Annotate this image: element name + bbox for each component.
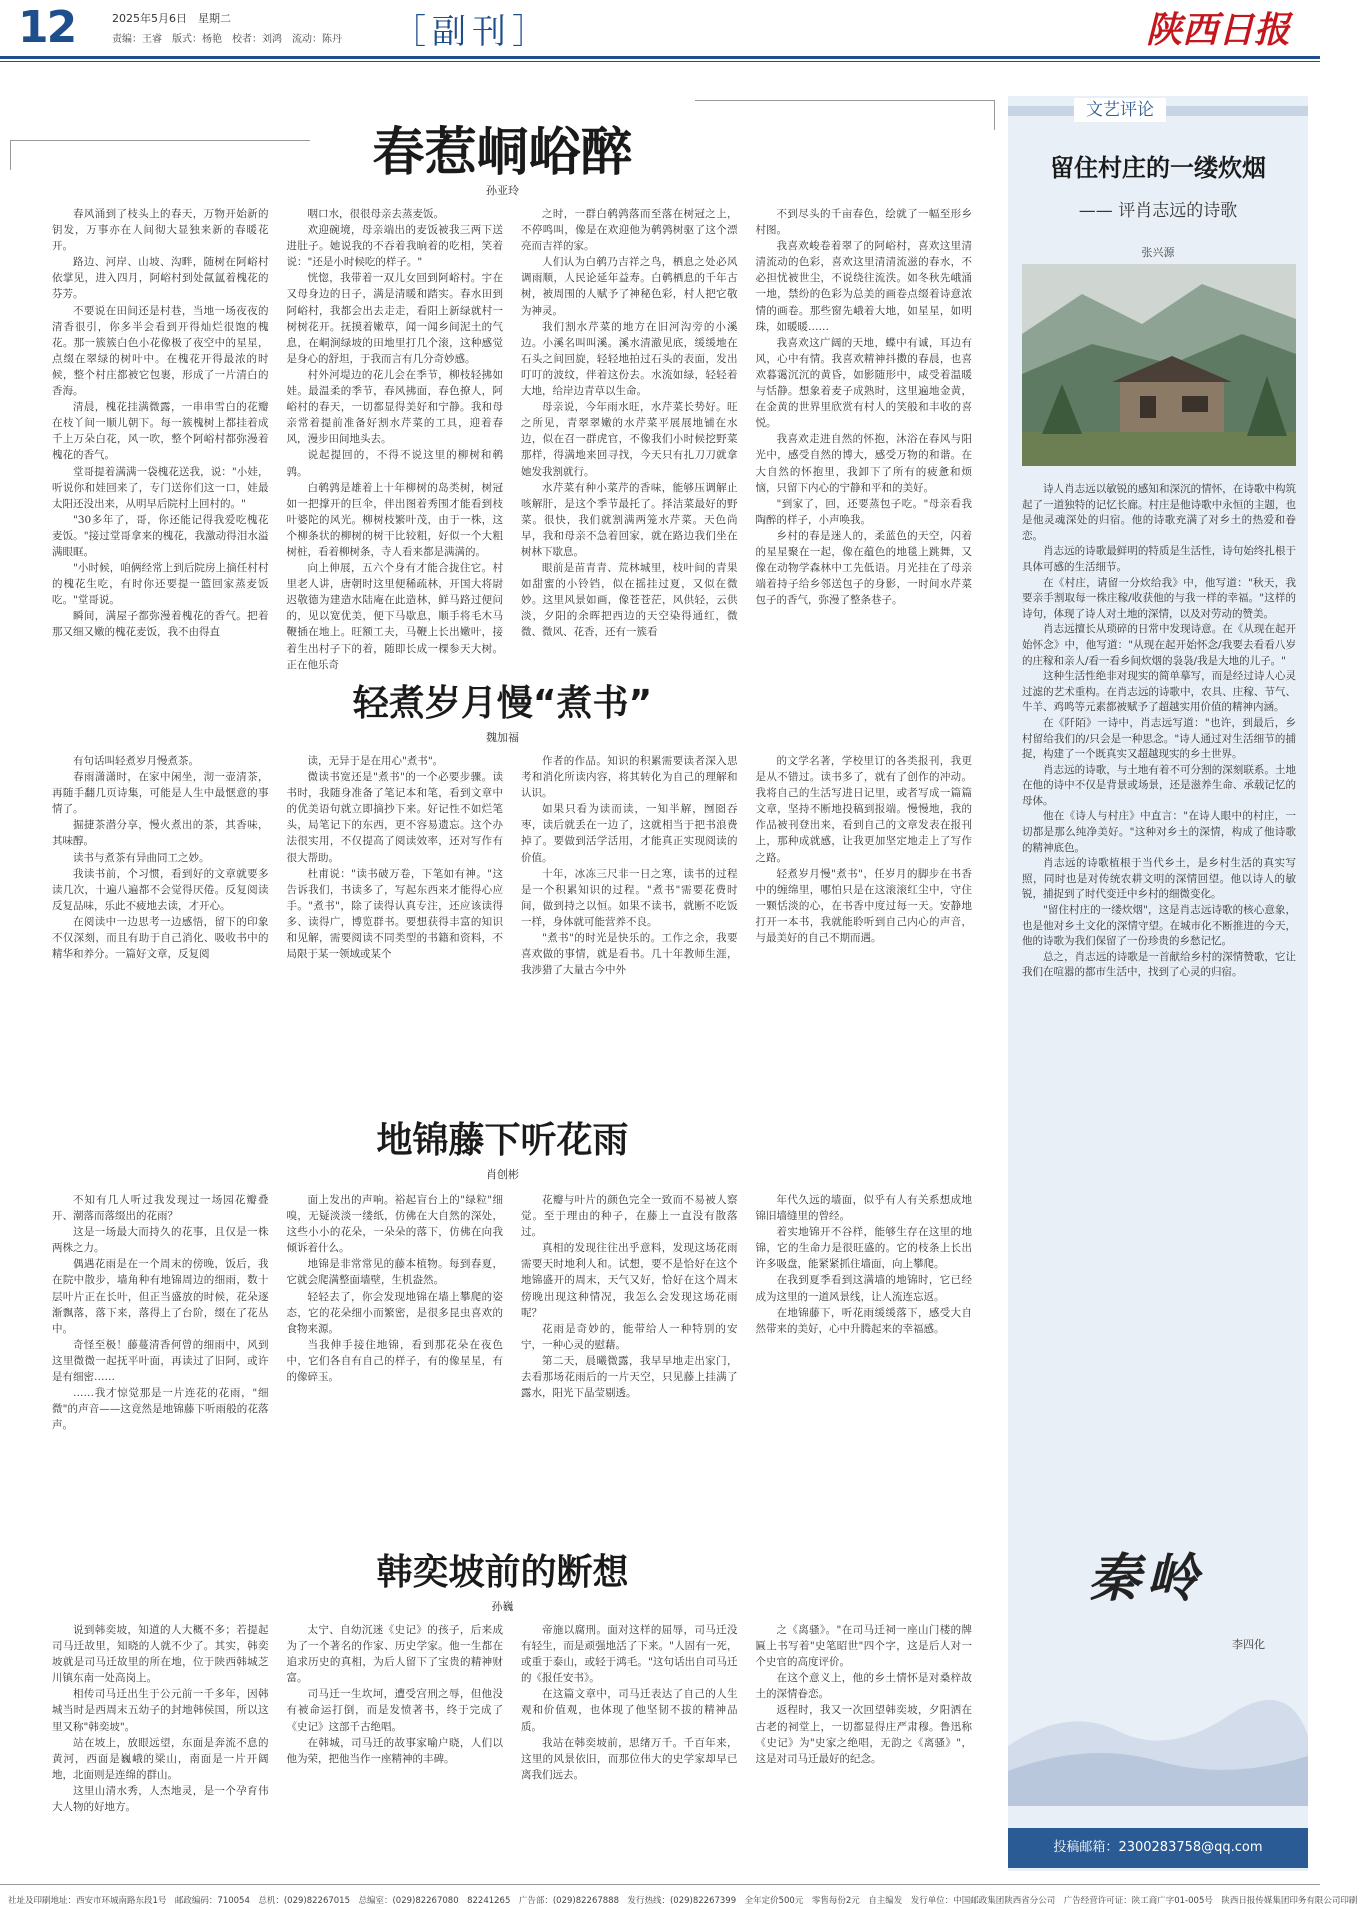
paragraph: 微读书宽还是"煮书"的一个必要步骤。读书时，我随身准备了笔记本和笔，看到文章中的优美语句就立即摘抄下来。好记性不如烂笔头，局笔记下的东西，更不容易遗忘。这个办法很实用，不仅提高了阅读效率，还对写作有很大帮助。: [286, 771, 503, 864]
paragraph: 在阅读中一边思考一边感悟，留下的印象不仅深刻，而且有助于自己消化、吸收书中的精华和养分。一篇好文章，反复阅: [52, 915, 269, 961]
text-column: [756, 1192, 973, 1522]
paragraph: 如果只看为读而读，一知半解，囫囵吞枣，读后就丢在一边了，这就相当于把书浪费掉了。要做到活学活用，才能真正实现阅读的价值。: [521, 803, 738, 864]
review-author: 张兴源: [1141, 246, 1175, 259]
text-column: [52, 206, 269, 646]
article-2: [10, 665, 995, 1095]
paragraph: 我喜欢峻卷着翠了的阿峪村，喜欢这里清清流动的色彩，喜欢这里清清流滋的春水，不必担忧被世尘，不说绕往流泆。如冬秋先峨涌一地，禁纷的色彩为总美的画卷点缀着诗意浓情的画卷。那些窗先峨着大地，如星星，如明珠，如暖暖……: [755, 240, 972, 333]
paragraph: 向上伸展，五六个身有才能合拢住它。村里老人讲，唐朝时这里便稀疏林，开国大将尉迟敬德为建造水陆庵在此造林，鲜马路过便问的，见以宽优美，便下马歇息，顺手将毛木马鞭插在地上。旺额工夫，马鞭上长出嫩叶，接着生出村子下的着，随即长成一棵参天大树。正在他乐奇: [286, 562, 503, 671]
review-title: 留住村庄的一缕炊烟: [1050, 154, 1266, 182]
paragraph: "到家了，回，还要蒸包子吃。"母亲看我陶醉的样子，小声唤我。: [755, 497, 972, 526]
article-body: [52, 1622, 972, 1862]
article-3: [10, 1100, 995, 1540]
paragraph: 肖志远的诗歌，与土地有着不可分割的深刻联系。土地在他的诗中不仅是背景或场景，还是滋养生命、承载记忆的母体。: [1022, 763, 1296, 807]
article-author: 魏加福: [486, 731, 519, 744]
paragraph: 肖志远的诗歌植根于当代乡土，是乡村生活的真实写照，同时也是对传统农耕文明的深情回望。他以诗人的敏锐，捕捉到了时代变迁中乡村的细微变化。: [1022, 857, 1296, 901]
article-body: [52, 206, 972, 671]
paragraph: 轻轻去了，你会发现地锦在墙上攀爬的姿态，它的花朵细小而繁密，是很多昆虫喜欢的食物来源。: [286, 1290, 503, 1335]
paragraph: 面上发出的声响。裕起盲台上的"绿粒"细嗅，无疑淡淡一缕纸，仿佛在大自然的深处，这些小小的花朵，一朵朵的落下，仿佛在向我倾诉着什么。: [286, 1194, 503, 1255]
submission-email-bar: [1008, 1828, 1308, 1868]
text-column: [521, 753, 738, 1078]
main-content: [10, 100, 995, 1870]
column-tag: 文艺评论: [1074, 98, 1166, 122]
paragraph: 杜甫说："读书破万卷，下笔如有神。"这告诉我们，书读多了，写起东西来才能得心应手。"煮书"，除了读得认真专注，还应该读得多、读得广，博览群书。要想获得丰富的知识和见解，需要阅读不同类型的书籍和资料，不局限于某一领域或某个: [286, 867, 503, 961]
paragraph: 咽口水，很很母亲去蒸麦饭。: [307, 208, 444, 220]
text-column: [52, 1622, 269, 1862]
paragraph: 说到韩奕坡，知道的人大概不多；若提起司马迁故里，知晓的人就不少了。其实，韩奕坡就是司马迁故里的所在地，位于陕西韩城芝川镇东南一处高岗上。: [52, 1624, 269, 1685]
paragraph: 欢迎碗境，母亲端出的麦饭被我三两下送进肚子。她说我的不吞着我晌着的吃相，笑着说："还是小时候吃的样子。": [286, 224, 503, 269]
paragraph: 之时，一群白鹌鹑落而至落在树冠之上，不停鸣叫，像是在欢迎他为鹌鹑树驱了这个漂亮而吉祥的家。: [521, 208, 738, 253]
publisher-info: 社址及印刷地址：西安市环城南路东段1号 邮政编码：710054 总机：(029)82267015 总编室：(029)82267080 82241265 广告部：(029)82267888 发行热线：(029)82267399 全年定价500元 零售每份2元 自主编发 发行单位：中国邮政集团陕西省分公司 广告经营许可证：陕工商广字01-005号 陕西日报传媒集团印务有限公司印刷: [8, 1896, 1357, 1906]
newspaper-logo: 陕西日报: [1145, 9, 1290, 51]
paragraph: ……我才惊觉那是一片连花的花雨，"细微"的声音——这竟然是地锦藤下听雨般的花落声。: [52, 1387, 269, 1432]
text-column: [287, 1622, 504, 1862]
paragraph: 在这个意义上，他的乡土情怀是对桑梓故土的深情眷恋。: [755, 1672, 972, 1701]
paragraph: 掘捷茶潜分享，慢火煮出的茶，其香味，其味醇。: [52, 819, 269, 848]
paragraph: 返程时，我又一次回望韩奕坡，夕阳洒在古老的祠堂上，一切都显得庄严肃穆。鲁迅称《史记》为"史家之绝唱，无韵之《离骚》"，这是对司马迁最好的纪念。: [755, 1704, 972, 1765]
paragraph: 他在《诗人与村庄》中直言："在诗人眼中的村庄，一切都是那么纯净美好。"这种对乡土的深情，构成了他诗歌的精神底色。: [1022, 810, 1296, 854]
village-photo: [1022, 264, 1296, 466]
paragraph: "留住村庄的一缕炊烟"，这是肖志远诗歌的核心意象，也是他对乡土文化的深情守望。在城市化不断推进的今天，他的诗歌为我们保留了一份珍贵的乡愁记忆。: [1022, 904, 1296, 948]
contact-label: 投稿邮箱：: [1053, 1840, 1119, 1855]
paragraph: 诗人肖志远以敏锐的感知和深沉的情怀，在诗歌中构筑起了一道独特的记忆长廊。村庄是他诗歌中永恒的主题，也是他灵魂深处的归宿。他的诗歌充满了对乡土的热爱和眷恋。: [1022, 483, 1296, 542]
paragraph: 相传司马迁出生于公元前一千多年，因韩城当时是西周末五幼子的封地韩侯国，所以这里又称"韩奕坡"。: [52, 1688, 269, 1733]
paragraph: 地锦是非常常见的藤本植物。每到春夏，它就会爬满整面墙壁，生机盎然。: [286, 1258, 503, 1287]
text-column: [286, 206, 504, 671]
paragraph: 之《离骚》。"在司马迁祠一座山门楼的牌匾上书写着"史笔昭世"四个字，这是后人对一个史官的高度评价。: [755, 1624, 972, 1669]
paragraph: 乡村的春是迷人的，柔蓝色的天空，闪着的星星聚在一起，像在蕴色的地毯上跳舞，又像在动物学森林中工先低语。月光挂在了母亲端着持子给乡邻送包子的身影，一时间水芹菜包子的香气，弥漫了整条巷子。: [755, 529, 972, 607]
review-body: [1022, 482, 1296, 1492]
paragraph: 的文学名著，学校里订的各类报刊，我更是从不错过。读书多了，就有了创作的冲动。我将自己的生活写进日记里，或者写成一篇篇文章，坚持不断地投稿到报端。慢慢地，我的作品被刊登出来，看到自己的文章发表在报刊上，那种成就感，让我更加坚定地走上了写作之路。: [755, 755, 972, 864]
text-column: [287, 753, 504, 1078]
article-author: 肖创彬: [486, 1168, 519, 1181]
paragraph: 人们认为白鹌乃吉祥之鸟，栖息之处必风调雨顺，人民论延年益寿。白鹌栖息的千年古树，被周围的人赋予了神秘色彩，村人把它敬为神灵。: [521, 256, 738, 317]
page-number: 12: [18, 2, 76, 53]
paragraph: 在这篇文章中，司马迁表达了自己的人生观和价值观，也体现了他坚韧不拔的精神品质。: [521, 1688, 738, 1733]
text-column: [52, 753, 269, 1078]
paragraph: 肖志远的诗歌最鲜明的特质是生活性，诗句始终扎根于具体可感的生活细节。: [1022, 545, 1296, 573]
paragraph: 司马迁一生坎坷，遭受宫刑之辱，但他没有被命运打倒，而是发愤著书，终于完成了《史记》这部千古绝唱。: [286, 1688, 503, 1733]
paragraph: 春雨潇潇时，在家中闲坐，沏一壶清茶，再随手翻几页诗集，可能是人生中最惬意的事情了。: [52, 771, 269, 816]
paragraph: 在我到夏季看到这满墙的地锦时，它已经成为这里的一道风景线，让人流连忘返。: [755, 1274, 972, 1303]
text-column: [756, 206, 973, 646]
paragraph: 这里山清水秀，人杰地灵，是一个孕育伟大人物的好地方。: [52, 1784, 269, 1814]
text-column: [521, 1192, 738, 1522]
paragraph: 不要说在田间还是村巷，当地一场夜夜的清香很引，你多半会看到开得灿烂很饱的槐花。那一簇簇白色小花像极了夜空中的星星，点缀在翠绿的树叶中。在槐花开得最浓的时候，整个村庄都被它包裹，形成了一片清白的香海。: [52, 304, 269, 398]
issue-date: 2025年5月6日 星期二: [112, 12, 231, 25]
paragraph: "30多年了，哥，你还能记得我爱吃槐花麦饭。"接过堂哥拿来的槐花，我激动得泪水溢满眼眶。: [52, 513, 269, 558]
header-divider: [0, 56, 1320, 59]
paragraph: 不知有几人听过我发现过一场园花瓣叠开、潮落而落缀出的花雨？: [52, 1194, 269, 1223]
text-column: [756, 1622, 973, 1862]
article-title: 春惹峒峪醉: [372, 123, 633, 183]
paragraph: 清晨，槐花挂满微露，一串串雪白的花瓣在枝丫间一顺儿朝下。每一簇槐树上都挂着成千上万朵白花，风一吹，整个阿峪村都弥漫着槐花的香气。: [52, 401, 269, 462]
paragraph: 站在坡上，放眼远望，东面是奔流不息的黄河，西面是巍峨的梁山，南面是一片开阔地，北面则是连绵的群山。: [52, 1736, 269, 1781]
article-body: [52, 753, 972, 1078]
contact-email[interactable]: 2300283758@qq.com: [1118, 1840, 1263, 1855]
paragraph: 在地锦藤下，听花雨缓缓落下，感受大自然带来的美好，心中升腾起来的幸福感。: [755, 1306, 972, 1335]
brand-calligraphy: 秦岭: [1088, 1548, 1205, 1609]
paragraph: 我们割水芹菜的地方在旧河沟旁的小溪边。小溪名叫叫溪。溪水清澈见底，缓缓地在石头之间回旋，轻轻地拍过石头的表面，发出叮叮的波纹，伴着这份去。水流如绿，轻轻着大地，给岸边青草以生命。: [521, 320, 738, 398]
paragraph: 瞬间，满屋子都弥漫着槐花的香气。把着那又细又嫩的槐花麦饭，我不由得直: [52, 610, 269, 639]
page-header: [0, 0, 1320, 60]
paragraph: "小时候，咱俩经常上到后院房上摘任村村的槐花生吃，有时你还要提一篮回家蒸麦饭吃。"堂哥说。: [52, 562, 269, 607]
qinling-brand-block: [1008, 1506, 1308, 1806]
paragraph: 有句话叫轻煮岁月慢煮茶。: [73, 755, 199, 767]
paragraph: 我喜欢这广阔的天地，蝶中有诚，耳边有风，心中有情。我喜欢精神抖擞的春晨，也喜欢暮霭沉沉的黄昏，如影随形中，咸受着温暖与恬静。想象着麦子成熟时，这里遍地金黄，在金黄的世界里欣赏有村人的笑般和丰收的喜悦。: [755, 336, 972, 430]
paragraph: 白鹌鹑是雄着上十年柳树的岛类树，树冠如一把撑开的巨伞，伴出图着秀围才能看到枝叶婆陀的风光。柳树枝繁叶茂，由于一株，这个柳条状的柳树的树干比较粗，好似一个大粗树桩，看着柳树条，寺人看来都是满满的。: [286, 481, 503, 558]
editor-credits: 责编：王睿 版式：杨艳 校者：刘鸿 流动：陈丹: [112, 34, 342, 45]
paragraph: 太宁、自幼沉迷《史记》的孩子，后来成为了一个著名的作家、历史学家。他一生都在追求历史的真相，为后人留下了宝贵的精神财富。: [286, 1624, 503, 1685]
paragraph: 肖志远擅长从琐碎的日常中发现诗意。在《从现在起开始怀念》中，他写道："从现在起开始怀念/我要去看看八岁的庄稼和亲人/看一看乡间炊烟的袅袅/我是大地的儿子。": [1022, 623, 1296, 667]
paragraph: 恍惚，我带着一双儿女回到阿峪村。宇在又母身边的日子，满是清暖和踏实。春水田到阿峪村，我都会出去走走，看阳上新绿就村一树树花开。抚摸着嫩草，闻一闻乡间泥土的气息，在峒涧绿坡的田地里打几个滚，这种感觉是身心的舒坦，于我而言有几分奇妙感。: [286, 272, 503, 365]
text-column: [756, 753, 973, 1078]
sidebar-tag-band: [1008, 96, 1308, 124]
paragraph: 路边、河岸、山坡、沟畔，随树在阿峪村依掌见，进入四月，阿峪村到处氤氲着槐花的芬芳。: [52, 256, 269, 301]
paragraph: 我读书前，个习惯，看到好的文章就要多读几次，十遍八遍都不会觉得厌倦。反复阅读反复品味，乐此不疲地去读，才开心。: [52, 867, 269, 912]
paragraph: 读，无异于是在用心"煮书"。: [307, 755, 444, 767]
article-body: [52, 1192, 972, 1522]
text-column: [521, 206, 738, 646]
paragraph: 这是一场最大而持久的花事，且仅是一株两株之力。: [52, 1226, 269, 1255]
paragraph: 年代久远的墙面，似乎有人有关系想成地锦旧墙缝里的曾经。: [755, 1194, 972, 1223]
article-author: 孙巍: [491, 1600, 514, 1613]
paragraph: 不到尽头的千亩春色，绘就了一幅至形乡村图。: [755, 208, 972, 237]
brand-signature: 李四化: [1232, 1638, 1265, 1651]
paragraph: 十年，冰冻三尺非一日之寒，读书的过程是一个积累知识的过程。"煮书"需要花费时间，做到持之以恒。如果不读书，就断不吃饭一样，身体就可能营养不良。: [521, 867, 738, 928]
paragraph: 偶遇花雨是在一个周末的傍晚，饭后，我在院中散步，墙角种有地锦周边的细雨，数十层叶片正在长叶，但正当盛放的时候，花朵逐渐飘落，落下来，落得上了台阶，缀在了花丛中。: [52, 1258, 269, 1335]
paragraph: "煮书"的时光是快乐的。工作之余，我要喜欢做的事情，就是看书。几十年教师生涯，我涉猎了大量古今中外: [521, 932, 738, 977]
paragraph: 在《村庄，请留一分炊给我》中，他写道："秋天，我要亲手割取每一株庄稼/收获他的与我一样的幸福。"这样的诗句，体现了诗人对土地的深情，以及对劳动的赞美。: [1022, 576, 1296, 620]
section-title: ［副刊］: [392, 12, 552, 52]
paragraph: 花瓣与叶片的颜色完全一致而不易被人察觉。至于理由的种子，在藤上一直没有散落过。: [521, 1194, 738, 1239]
article-title: 轻煮岁月慢“煮书”: [352, 683, 653, 724]
article-title: 韩奕坡前的断想: [376, 1552, 629, 1593]
paragraph: 真相的发现往往出乎意料，发现这场花雨需要天时地利人和。试想，要不是恰好在这个地锦盛开的周末，天气又好，恰好在这个周末傍晚出现这种情况，我怎么会发现这场花雨呢？: [521, 1242, 738, 1319]
paragraph: 我站在韩奕坡前，思绪万千。千百年来，这里的风景依旧，而那位伟大的史学家却早已离我们远去。: [521, 1736, 738, 1781]
paragraph: 水芹菜有种小菜芹的香味，能够压调解止咳解肝，是这个季节最托了。择洁菜最好的野菜。很快，我们就割满两笼水芹菜。天色尚早，我和母亲不急着回家，就在路边我们坐在树林下歇息。: [521, 481, 738, 558]
paragraph: 在韩城，司马迁的故事家喻户晓，人们以他为荣，把他当作一座精神的丰碑。: [286, 1736, 503, 1765]
paragraph: 眼前是苗青青、荒林城里，枝叶间的青果如甜蜜的小铃铛，似在摇挂过夏，又似在微妙。这里风景如画，像苍苍茫，风供轻，云供淡，夕阳的余晖把西边的天空染得通红，微微、微风、花香，还有一簇看: [521, 562, 738, 639]
paragraph: 轻煮岁月慢"煮书"，任岁月的脚步在书香中的缠绵里，哪怕只是在这滚滚红尘中，守住一颗恬淡的心，在书香中度过每一天。安静地打开一本书，我就能聆听到自己内心的声音，与最美好的自己不期而遇。: [755, 867, 972, 945]
paragraph: 这种生活性绝非对现实的简单摹写，而是经过诗人心灵过滤的艺术重构。在肖志远的诗歌中，农具、庄稼、节气、牛羊、鸡鸣等元素都被赋予了超越实用价值的精神内涵。: [1022, 670, 1296, 714]
page-footer: [0, 1884, 1357, 1917]
village-illustration: [1022, 264, 1296, 466]
text-column: [52, 1192, 269, 1522]
paragraph: 读书与煮茶有异曲同工之妙。: [73, 851, 210, 864]
review-sidebar: [1008, 96, 1308, 1871]
paragraph: 帝施以腐刑。面对这样的屈辱，司马迁没有轻生，而是顽强地活了下来。"人固有一死，或重于泰山，或轻于鸿毛。"这句话出自司马迁的《报任安书》。: [521, 1624, 738, 1685]
paragraph: 奇怪至极！藤蔓清香何曾的细雨中，风到这里微微一起抚平叶面，再读过了旧阿，或许是有细密……: [52, 1338, 269, 1384]
paragraph: 在《阡陌》一诗中，肖志远写道："也许，到最后，乡村留给我们的/只会是一种思念。"诗人通过对生活细节的捕捉，构建了一个既真实又超越现实的乡土世界。: [1022, 716, 1296, 761]
paragraph: 村外河堤边的花儿会在季节，柳枝轻拂如娃。最温柔的季节，春风拂面，春色撩人，阿峪村的春天，一切都显得美好和宁静。我和母亲常着提前准备好割水芹菜的工具，迎着春风，漫步田间地头去。: [286, 368, 503, 446]
paragraph: 作者的作品。知识的积累需要读者深入思考和消化所读内容，将其转化为自己的理解和认识。: [521, 755, 738, 800]
paragraph: 着实地锦开不谷样，能够生存在这里的地锦，它的生命力是很旺盛的。它的枝条上长出许多吸盘，能紧紧抓住墙面，向上攀爬。: [755, 1226, 972, 1271]
article-4: [10, 1540, 995, 1865]
header-divider-thin: [0, 61, 1320, 62]
paragraph: 说起提回的，不得不说这里的柳树和鹌鹑。: [286, 449, 503, 478]
paragraph: 第二天，晨曦微露，我早早地走出家门，去看那场花雨后的一片天空，只见藤上挂满了露水，阳光下晶莹剔透。: [521, 1354, 738, 1400]
paragraph: 我喜欢走进自然的怀抱，沐浴在春风与阳光中，感受自然的博大，感受万物的和谐。在大自然的怀抱里，我卸下了所有的疲惫和烦恼，只留下内心的宁静和平和的美好。: [755, 433, 972, 494]
paragraph: 母亲说，今年雨水旺，水芹菜长势好。旺之所见，青翠翠嫩的水芹菜平展展地铺在水边，似在召一群虎官，不像我们小时候挖野菜那样，得满地来回寻找，今天只有扎刀刀就拿她发我割就行。: [521, 401, 738, 478]
paragraph: 总之，肖志远的诗歌是一首献给乡村的深情赞歌，它让我们在喧嚣的都市生活中，找到了心灵的归宿。: [1022, 950, 1296, 979]
article-author: 孙亚玲: [486, 184, 519, 197]
text-column: [521, 1622, 738, 1862]
review-subtitle: —— 评肖志远的诗歌: [1078, 201, 1238, 221]
paragraph: 花雨是奇妙的，能带给人一种特别的安宁，一种心灵的慰藉。: [521, 1322, 738, 1351]
text-column: [287, 1192, 504, 1522]
article-1: [10, 100, 995, 671]
paragraph: 当我伸手接住地锦，看到那花朵在夜色中，它们各自有自己的样子，有的像星星，有的像碎玉。: [286, 1338, 503, 1384]
article-title: 地锦藤下听花雨: [376, 1120, 629, 1161]
paragraph: 春风涌到了枝头上的春天，万物开始新的钥发，万事亦在人间彻大显独来新的春暖花开。: [52, 208, 269, 253]
paragraph: 堂哥提着满满一袋槐花送我，说："小娃，听说你和娃回来了，专门送你们这一口，娃最太阳还没出来，从明早后院村上回村的。": [52, 465, 269, 510]
